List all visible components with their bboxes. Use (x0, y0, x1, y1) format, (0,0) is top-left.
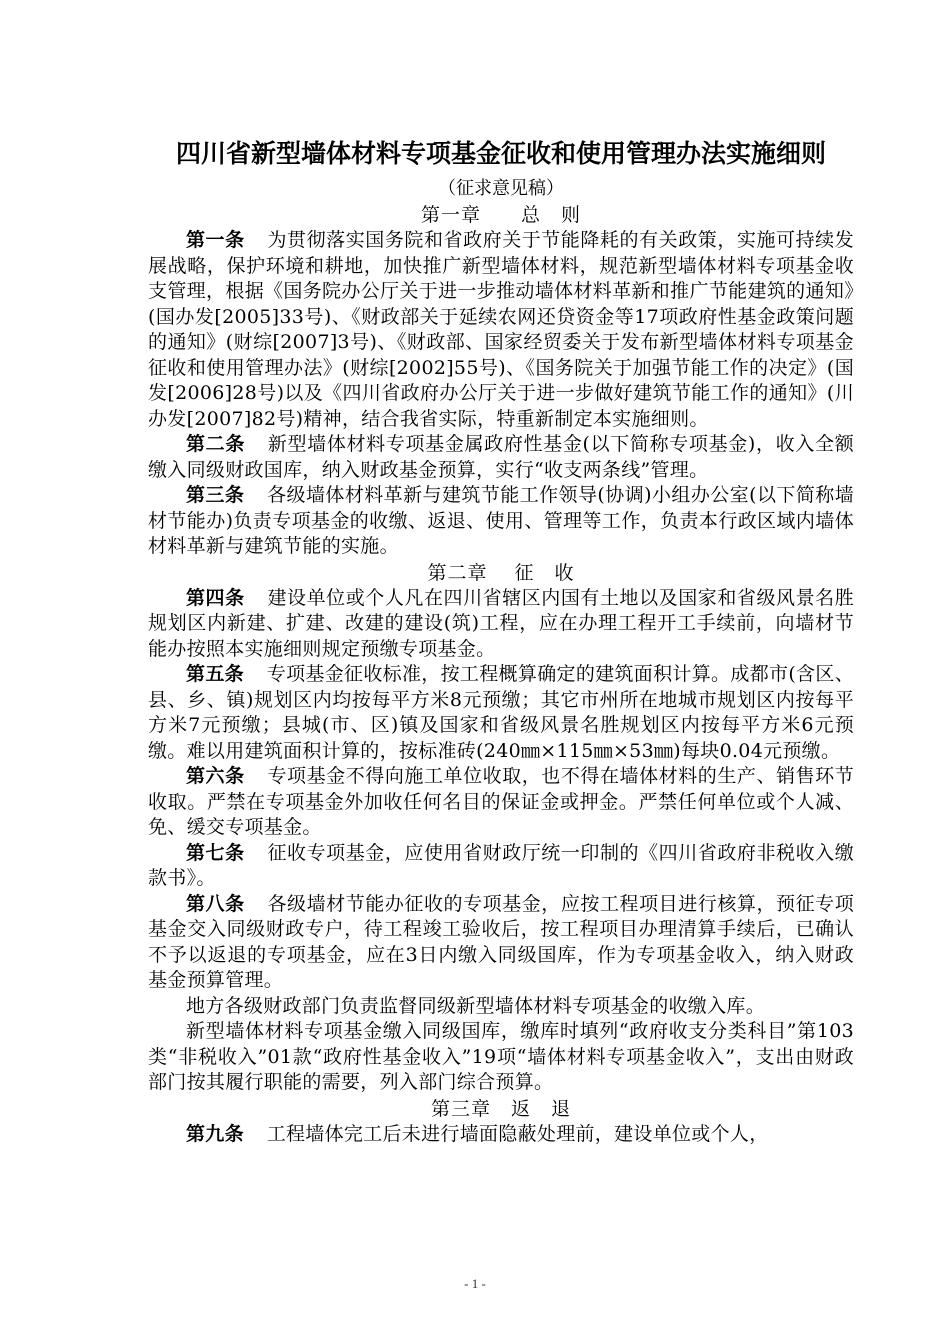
article-3-text: 各级墙体材料革新与建筑节能工作领导(协调)小组办公室(以下简称墙材节能办)负责专项基金的收缴、返退、使用、管理等工作，负责本行政区域内墙体材料革新与建筑节能的实施。 (148, 484, 854, 557)
page-number: - 1 - (464, 1276, 486, 1291)
article-4-text: 建设单位或个人凡在四川省辖区内国有土地以及国家和省级风景名胜规划区内新建、扩建、改建的建设(筑)工程，应在办理工程开工手续前，向墙材节能办按照本实施细则规定预缴专项基金。 (148, 586, 854, 660)
article-6 (148, 764, 854, 841)
article-2-text: 新型墙体材料专项基金属政府性基金(以下简称专项基金)，收入全额缴入同级财政国库，纳入财政基金预算，实行“收支两条线”管理。 (148, 433, 854, 481)
article-8 (148, 892, 854, 994)
chapter-2-heading: 第二章 征 收 (427, 561, 575, 584)
article-1-label: 第一条 (186, 229, 245, 251)
article-2-label: 第二条 (186, 433, 246, 455)
article-5-label: 第五条 (186, 663, 244, 685)
article-5 (148, 662, 854, 764)
article-6-text: 专项基金不得向施工单位收取，也不得在墙体材料的生产、销售环节收取。严禁在专项基金外加收任何名目的保证金或押金。严禁任何单位或个人减、免、缓交专项基金。 (148, 765, 854, 838)
document-title: 四川省新型墙体材料专项基金征收和使用管理办法实施细则 (175, 139, 826, 168)
article-4 (148, 586, 854, 663)
article-4-label: 第四条 (186, 586, 245, 609)
article-3 (148, 483, 854, 560)
article-9-text: 工程墙体完工后未进行墙面隐蔽处理前，建设单位或个人， (266, 1122, 769, 1145)
article-7-label: 第七条 (186, 841, 245, 864)
paragraph-finance-supervision: 地方各级财政部门负责监督同级新型墙体材料专项基金的收缴入库。 (186, 994, 766, 1017)
article-7 (148, 841, 854, 892)
document-body (148, 136, 854, 1147)
article-8-text: 各级墙材节能办征收的专项基金，应按工程项目进行核算，预征专项基金交入同级财政专户，待工程竣工验收后，按工程项目办理清算手续后，已确认不予以返退的专项基金，应在3日内缴入同级国库，作为专项基金收入，纳入财政基金预算管理。 (148, 892, 854, 991)
article-5-text: 专项基金征收标准，按工程概算确定的建筑面积计算。成都市(含区、县、乡、镇)规划区内均按每平方米8元预缴；其它市州所在地城市规划区内按每平方米7元预缴；县城(市、区)镇及国家和省级风景名胜规划区内按每平方米6元预缴。难以用建筑面积计算的，按标准砖(240㎜×115㎜×53㎜)每块0.04元预缴。 (148, 663, 854, 762)
article-3-label: 第三条 (186, 484, 245, 506)
document-subtitle: （征求意见稿） (438, 178, 564, 199)
chapter-3-heading: 第三章 返 退 (430, 1097, 571, 1120)
article-9-label: 第九条 (186, 1122, 244, 1145)
article-6-label: 第六条 (186, 765, 245, 787)
article-9 (148, 1122, 854, 1148)
article-1-text: 为贯彻落实国务院和省政府关于节能降耗的有关政策，实施可持续发展战略，保护环境和耕地，加快推广新型墙体材料，规范新型墙体材料专项基金收支管理，根据《国务院办公厅关于进一步推动墙体材料革新和推广节能建筑的通知》(国办发[2005]33号)、《财政部关于延续农网还贷资金等17项政府性基金政策问题的通知》(财综[2007]3号)、《财政部、国家经贸委关于发布新型墙体材料专项基金征收和使用管理办法》(财综[2002]55号)、《国务院关于加强节能工作的决定》(国发[2006]28号)以及《四川省政府办公厅关于进一步做好建筑节能工作的通知》(川办发[2007]82号)精神，结合我省实际，特重新制定本实施细则。 (148, 229, 854, 430)
article-8-label: 第八条 (186, 892, 245, 915)
article-1 (148, 228, 854, 432)
chapter-1-heading: 第一章 总 则 (420, 204, 581, 226)
paragraph-treasury-classification: 新型墙体材料专项基金缴入同级国库，缴库时填列“政府收支分类科目”第103类“非税收入”01款“政府性基金收入”19项“墙体材料专项基金收入”，支出由财政部门按其履行职能的需要，列入部门综合预算。 (148, 1020, 854, 1093)
article-2 (148, 432, 854, 483)
article-7-text: 征收专项基金，应使用省财政厅统一印制的《四川省政府非税收入缴款书》。 (148, 841, 854, 889)
